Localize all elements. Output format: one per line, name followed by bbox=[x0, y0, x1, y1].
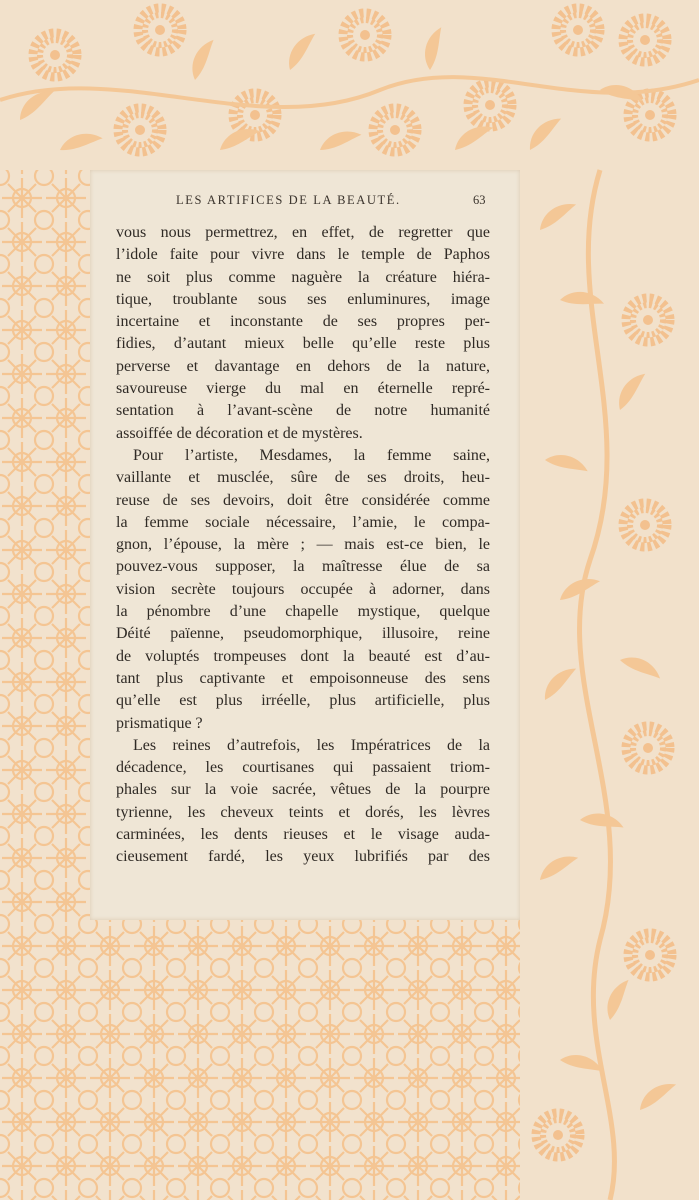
right-floral-band bbox=[520, 170, 699, 1200]
text-line: prismatique ? bbox=[116, 714, 203, 732]
text-line: perverse et davantage en dehors de la nature, bbox=[116, 357, 490, 375]
text-line: l’idole faite pour vivre dans le temple de Paphos bbox=[116, 246, 490, 264]
text-line: incertaine et inconstante de ses propres per- bbox=[116, 313, 490, 331]
text-line: la femme sociale nécessaire, l’amie, le compa- bbox=[116, 513, 490, 531]
bottom-lattice-band bbox=[90, 920, 520, 1200]
text-line: vaillante et musclée, sûre de ses droits, heu- bbox=[116, 469, 490, 487]
page-number: 63 bbox=[473, 193, 486, 207]
text-line: Déité païenne, pseudomorphique, illusoire, reine bbox=[116, 625, 490, 643]
text-line: savoureuse vierge du mal en éternelle repré- bbox=[116, 380, 490, 398]
text-line: la pénombre d’une chapelle mystique, quelque bbox=[116, 603, 490, 621]
text-line: Pour l’artiste, Mesdames, la femme saine, bbox=[133, 446, 490, 464]
body-text bbox=[116, 222, 490, 869]
text-line: cieusement fardé, les yeux lubrifiés par des bbox=[116, 848, 490, 866]
text-line: gnon, l’épouse, la mère ; — mais est-ce bien, le bbox=[116, 536, 490, 554]
top-floral-band bbox=[0, 0, 699, 170]
text-line: phales sur la voie sacrée, vêtues de la pourpre bbox=[116, 781, 490, 799]
text-line: assoiffée de décoration et de mystères. bbox=[116, 424, 363, 442]
text-line: vision secrète toujours occupée à adorner, dans bbox=[116, 580, 490, 598]
text-line: de voluptés trompeuses dont la beauté est d’au- bbox=[116, 647, 490, 665]
text-line: sentation à l’avant-scène de notre humanité bbox=[116, 402, 490, 420]
text-line: fidies, d’autant mieux belle qu’elle reste plus bbox=[116, 335, 490, 353]
text-line: tyrienne, les cheveux teints et dorés, les lèvres bbox=[116, 803, 490, 821]
text-line: décadence, les courtisanes qui passaient triom- bbox=[116, 759, 490, 777]
text-line: tant plus captivante et empoisonneuse des sens bbox=[116, 669, 490, 687]
running-head bbox=[90, 193, 520, 213]
text-line: carminées, les dents rieuses et le visage auda- bbox=[116, 826, 490, 844]
running-title: LES ARTIFICES DE LA BEAUTÉ. bbox=[176, 193, 401, 207]
text-line: qu’elle est plus irréelle, plus artificielle, plus bbox=[116, 692, 490, 710]
left-lattice-band bbox=[0, 170, 90, 1200]
text-line: reuse de ses devoirs, doit être considérée comme bbox=[116, 491, 490, 509]
text-line: pouvez-vous supposer, la maîtresse élue de sa bbox=[116, 558, 490, 576]
text-line: Les reines d’autrefois, les Impératrices de la bbox=[133, 736, 490, 754]
text-line: vous nous permettrez, en effet, de regretter que bbox=[116, 224, 490, 241]
text-line: tique, troublante sous ses enluminures, image bbox=[116, 290, 490, 308]
text-line: ne soit plus comme naguère la créature hiéra- bbox=[116, 268, 490, 286]
